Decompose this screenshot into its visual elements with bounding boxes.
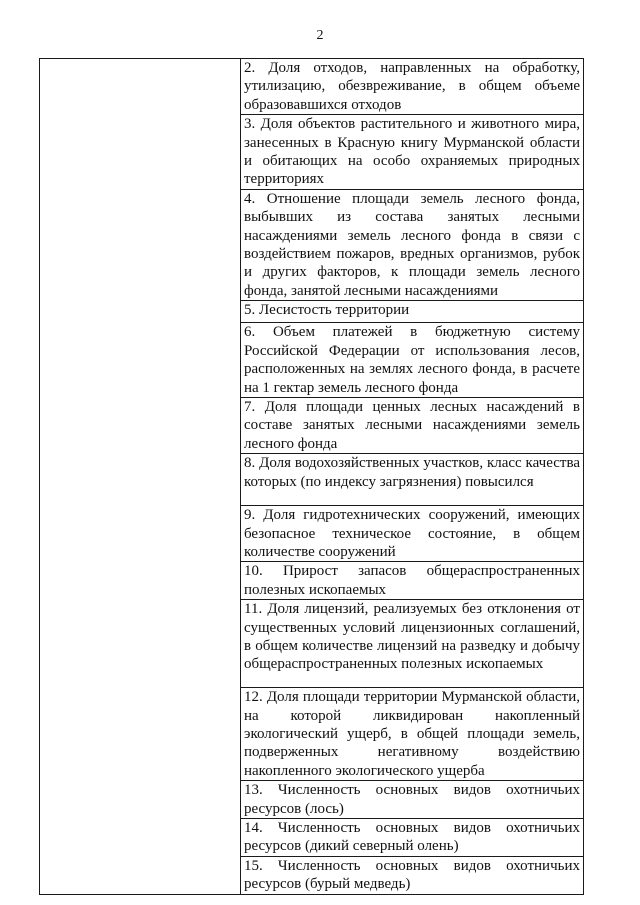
indicator-item-5 bbox=[241, 301, 584, 323]
indicator-item-10 bbox=[241, 562, 584, 600]
indicator-item-7 bbox=[241, 397, 584, 453]
indicator-text: 4. Отношение площади земель лесного фонда, выбывших из состава занятых лесными насаждениями земель лесного фонда в связи с воздействием пожаров, вредных организмов, рубок и других факторов, к площади земель лесного фонда, занятой лесными насаждениями bbox=[244, 190, 580, 299]
indicator-text: 10. Прирост запасов общераспространенных полезных ископаемых bbox=[244, 563, 580, 598]
indicator-item-4 bbox=[241, 189, 584, 300]
indicator-item-12 bbox=[241, 688, 584, 781]
indicator-text: 9. Доля гидротехнических сооружений, имеющих безопасное техническое состояние, в общем количестве сооружений bbox=[244, 507, 580, 560]
indicator-text: 3. Доля объектов растительного и животного мира, занесенных в Красную книгу Мурманской области и обитающих на особо охраняемых природных территориях bbox=[244, 116, 580, 188]
indicator-item-8 bbox=[241, 454, 584, 506]
indicator-item-15 bbox=[241, 856, 584, 894]
indicator-text: 5. Лесистость территории bbox=[244, 302, 410, 319]
indicator-item-6 bbox=[241, 323, 584, 398]
indicator-text: 13. Численность основных видов охотничьих ресурсов (лось) bbox=[244, 782, 580, 817]
indicator-text: 6. Объем платежей в бюджетную систему Российской Федерации от использования лесов, расположенных на землях лесного фонда, в расчете на 1 гектар земель лесного фонда bbox=[244, 324, 580, 396]
indicator-text: 15. Численность основных видов охотничьих ресурсов (бурый медведь) bbox=[244, 857, 580, 893]
indicator-text: 2. Доля отходов, направленных на обработку, утилизацию, обезвреживание, в общем объеме образовавшихся отходов bbox=[244, 60, 580, 113]
indicator-text: 14. Численность основных видов охотничьих ресурсов (дикий северный олень) bbox=[244, 820, 580, 855]
indicator-item-3 bbox=[241, 115, 584, 190]
left-column-cell bbox=[40, 59, 241, 895]
page-number: 2 bbox=[316, 28, 324, 43]
table-row bbox=[40, 59, 584, 115]
indicator-text: 12. Доля площади территории Мурманской области, на которой ликвидирован накопленный экологический ущерб, в общей площади земель, подверженных негативному воздействию накопленного экологического ущерба bbox=[244, 689, 580, 779]
indicator-text: 11. Доля лицензий, реализуемых без отклонения от существенных условий лицензионных соглашений, в общем количестве лицензий на разведку и добычу общераспространенных полезных ископаемых bbox=[244, 601, 580, 673]
indicator-item-11 bbox=[241, 600, 584, 688]
indicator-text: 8. Доля водохозяйственных участков, класс качества которых (по индексу загрязнения) повысился bbox=[244, 455, 580, 490]
indicator-item-2 bbox=[241, 59, 584, 115]
indicator-item-9 bbox=[241, 506, 584, 562]
indicator-text: 7. Доля площади ценных лесных насаждений в составе занятых лесными насаждениями земель лесного фонда bbox=[244, 398, 580, 452]
indicator-item-14 bbox=[241, 819, 584, 857]
indicator-item-13 bbox=[241, 781, 584, 819]
indicators-table bbox=[39, 58, 584, 895]
